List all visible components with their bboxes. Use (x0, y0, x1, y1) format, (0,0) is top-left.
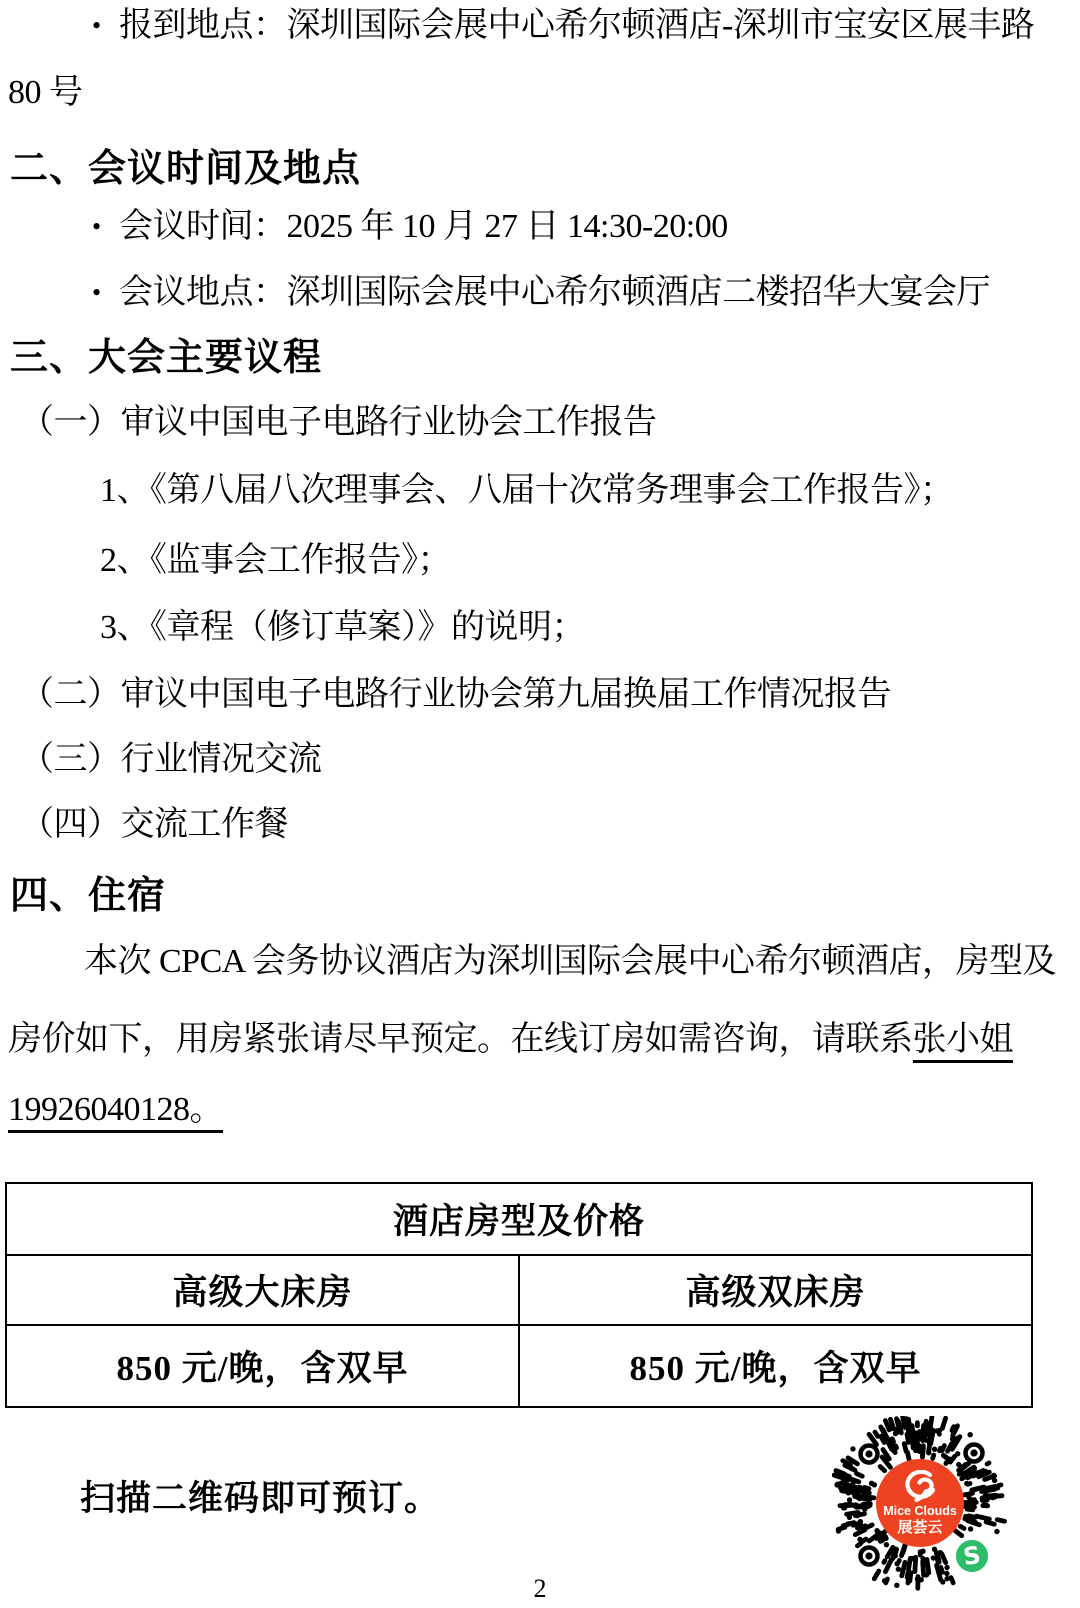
room-price-cell-1: 850 元/晚，含双早 (6, 1325, 519, 1407)
bullet-icon: • (92, 11, 101, 40)
registration-location-wrap: 80 号 (8, 74, 83, 111)
qr-brand-cn: 展荟云 (897, 1518, 943, 1537)
agenda-item-1-sub-2: 2、《监事会工作报告》； (100, 542, 451, 579)
section4-heading: 四、住宿 (10, 875, 167, 917)
agenda-item-3: （三）行业情况交流 (20, 741, 322, 778)
meeting-time-line (92, 206, 728, 249)
page-number: 2 (533, 1574, 547, 1603)
table-title-cell: 酒店房型及价格 (6, 1183, 1032, 1255)
agenda-item-4: （四）交流工作餐 (20, 806, 288, 843)
table-row (6, 1255, 1032, 1325)
scan-note: 扫描二维码即可预订。 (80, 1479, 441, 1518)
registration-location-text: 报到地点：深圳国际会展中心希尔顿酒店-深圳市宝安区展丰路 (119, 7, 1035, 44)
bullet-icon: • (92, 212, 101, 241)
booking-qr-code (832, 1416, 1007, 1591)
lodging-paragraph-line2 (8, 1019, 1013, 1062)
room-price-cell-2: 850 元/晚，含双早 (519, 1325, 1032, 1407)
registration-location-line (92, 5, 1034, 48)
lodging-paragraph-line2-text: 房价如下，用房紧张请尽早预定。在线订房如需咨询，请联系 (8, 1021, 913, 1058)
hotel-price-table (5, 1182, 1033, 1408)
contact-name: 张小姐 (913, 1021, 1014, 1063)
contact-phone: 19926040128。 (8, 1091, 223, 1133)
meeting-place-line (92, 272, 990, 315)
section3-heading: 三、大会主要议程 (10, 337, 323, 379)
section2-heading: 二、会议时间及地点 (10, 148, 362, 190)
agenda-item-1-sub-1: 1、《第八届八次理事会、八届十次常务理事会工作报告》； (100, 472, 954, 509)
qr-brand-en: Mice Clouds (883, 1503, 957, 1518)
mini-program-badge-icon: S (951, 1535, 994, 1578)
meeting-place-text: 会议地点：深圳国际会展中心希尔顿酒店二楼招华大宴会厅 (119, 274, 990, 311)
mice-clouds-logo-icon (899, 1470, 941, 1504)
qr-center-brand (876, 1459, 964, 1547)
agenda-item-1: （一）审议中国电子电路行业协会工作报告 (20, 404, 657, 441)
lodging-paragraph-line3 (8, 1089, 223, 1132)
agenda-item-2: （二）审议中国电子电路行业协会第九届换届工作情况报告 (20, 676, 891, 713)
table-row (6, 1183, 1032, 1255)
lodging-paragraph-line1: 本次 CPCA 会务协议酒店为深圳国际会展中心希尔顿酒店，房型及 (84, 943, 1056, 980)
room-type-cell-2: 高级双床房 (519, 1255, 1032, 1325)
room-type-cell-1: 高级大床房 (6, 1255, 519, 1325)
meeting-time-text: 会议时间：2025 年 10 月 27 日 14:30-20:00 (119, 208, 728, 245)
agenda-item-1-sub-3: 3、《章程（修订草案）》的说明； (100, 609, 585, 646)
bullet-icon: • (92, 278, 101, 307)
table-row (6, 1325, 1032, 1407)
